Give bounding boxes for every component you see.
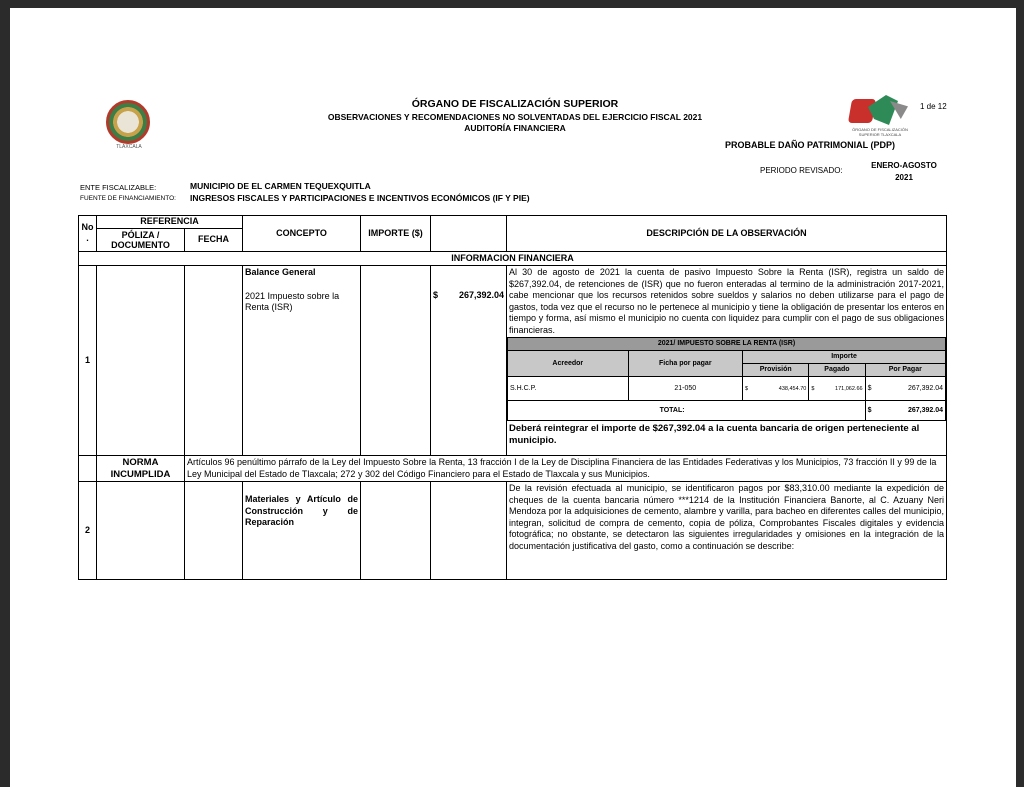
row2-fecha <box>185 482 243 580</box>
logo-caption: ÓRGANO DE FISCALIZACIÓN SUPERIOR TLAXCALA <box>852 127 908 137</box>
row1-importe-blank <box>361 266 431 456</box>
periodo-label: PERIODO REVISADO: <box>760 166 843 175</box>
col-blank-header <box>431 216 507 252</box>
col-referencia-header: REFERENCIA <box>97 216 243 229</box>
row1-descripcion <box>507 266 947 456</box>
fuente-label: FUENTE DE FINANCIAMIENTO: <box>80 195 176 202</box>
org-title: ÓRGANO DE FISCALIZACIÓN SUPERIOR <box>411 98 619 110</box>
fuente-value: INGRESOS FISCALES Y PARTICIPACIONES E INCENTIVOS ECONÓMICOS (IF Y PIE) <box>190 193 530 203</box>
seal-emblem-icon <box>106 100 150 144</box>
col-fecha-header: FECHA <box>185 228 243 251</box>
isr-total: 267,392.04 <box>907 406 944 414</box>
isr-h-por-pagar: Por Pagar <box>865 364 945 377</box>
isr-total-label: TOTAL: <box>508 401 866 421</box>
audit-type: AUDITORÍA FINANCIERA <box>464 123 566 133</box>
isr-subtable-title: 2021/ IMPUESTO SOBRE LA RENTA (ISR) <box>508 338 946 351</box>
row1-descripcion-text: Al 30 de agosto de 2021 la cuenta de pasivo Impuesto Sobre la Renta (ISR), registra un saldo de $267,392.04, de retenciones de (ISR) que no fueron enteradas al termino de la administración 2017-2021, cabe mencionar que los recursos retenidos sobre sueldos y salarios no deben utilizarse para el pago de gastos, toda vez que el recurso no le pertenece al municipio y tiene la obligación de presentar los enteros en tiempo y forma, así mismo el municipio no cuenta con liquidez para cumplir con el pago de sus obligaciones financieras. <box>509 267 945 335</box>
pdp-label: PROBABLE DAÑO PATRIMONIAL (PDP) <box>725 140 895 150</box>
row1-concepto-detail: 2021 Impuesto sobre la Renta (ISR) <box>245 290 340 312</box>
ofs-logo <box>846 95 914 139</box>
row1-concepto <box>243 266 361 456</box>
isr-provision-cell <box>743 377 809 401</box>
norma-no <box>79 456 97 482</box>
col-poliza-header: PÓLIZA / DOCUMENTO <box>97 228 185 251</box>
report-subtitle: OBSERVACIONES Y RECOMENDACIONES NO SOLVENTADAS DEL EJERCICIO FISCAL 2021 <box>327 112 703 122</box>
row1-importe-value: 267,392.04 <box>458 290 505 300</box>
col-importe-header: IMPORTE ($) <box>361 216 431 252</box>
page-number: 1 de 12 <box>920 102 947 111</box>
isr-total-cell <box>865 401 945 421</box>
row2-concepto: Materiales y Artículo de Construcción y de Reparación <box>243 482 361 580</box>
row1-importe <box>431 266 507 456</box>
row2-importe <box>431 482 507 580</box>
isr-pagado: 171,062.66 <box>835 385 863 392</box>
isr-provision-symbol: $ <box>745 385 749 392</box>
isr-h-importe: Importe <box>743 351 946 364</box>
isr-provision: 438,454.70 <box>778 385 807 392</box>
row1-importe-symbol: $ <box>433 290 439 300</box>
isr-por-pagar-symbol: $ <box>867 384 872 392</box>
isr-h-ficha: Ficha por pagar <box>628 351 743 377</box>
row2-importe-blank <box>361 482 431 580</box>
seal-caption: TLAXCALA <box>116 144 142 150</box>
periodo-line2: 2021 <box>895 173 913 182</box>
norma-text: Artículos 96 penúltimo párrafo de la Ley del Impuesto Sobre la Renta, 13 fracción I de la Ley de Disciplina Financiera de las Entidades Federativas y los Municipios, 73 fracción II y 99 de la Ley Municipal del Estado de Tlaxcala; 272 y 302 del Código Financiero para el Estado de Tlaxcala y sus Municipios. <box>185 456 947 482</box>
isr-h-pagado: Pagado <box>809 364 865 377</box>
isr-acreedor: S.H.C.P. <box>508 377 629 401</box>
isr-total-symbol: $ <box>867 406 872 414</box>
row1-poliza <box>97 266 185 456</box>
isr-pagado-cell <box>809 377 865 401</box>
row1-reintegro: Deberá reintegrar el importe de $267,392.04 a la cuenta bancaria de origen perteneciente al municipio. <box>509 423 920 446</box>
row2-descripcion: De la revisión efectuada al municipio, se identificaron pagos por $83,310.00 mediante la expedición de cheques de la cuenta bancaria número ***1214 de la Institución Financiera Banorte, al C. Azuany Neri Mendoza por la adquisiciones de cemento, alambre y varilla, para bacheo en diferentes calles del municipio, integran, solicitud de compra de cemento, copia de póliza, Comprobantes Fiscales digitales y evidencia fotográfica; no obstante, se detectaron las siguientes irregularidades y omisiones en la integración de la documentación justificativa del gasto, como a continuación se describe: <box>507 482 947 580</box>
periodo-value <box>862 160 946 184</box>
row2-poliza <box>97 482 185 580</box>
ente-value: MUNICIPIO DE EL CARMEN TEQUEXQUITLA <box>190 181 371 191</box>
isr-por-pagar: 267,392.04 <box>907 384 944 392</box>
observations-table <box>78 215 947 580</box>
ente-label: ENTE FISCALIZABLE: <box>80 183 157 192</box>
isr-pagado-symbol: $ <box>811 385 815 392</box>
periodo-line1: ENERO-AGOSTO <box>871 161 937 170</box>
isr-por-pagar-cell <box>865 377 945 401</box>
row1-fecha <box>185 266 243 456</box>
isr-subtable <box>507 337 946 421</box>
col-concepto-header: CONCEPTO <box>243 216 361 252</box>
row2-no: 2 <box>79 482 97 580</box>
tlaxcala-seal-logo <box>96 100 162 152</box>
row1-importe-amount <box>433 290 504 302</box>
row1-no: 1 <box>79 266 97 456</box>
norma-label: NORMA INCUMPLIDA <box>97 456 185 482</box>
col-no-header: No . <box>79 216 97 252</box>
row1-concepto-title: Balance General <box>245 267 316 277</box>
isr-ficha: 21-050 <box>628 377 743 401</box>
isr-h-acreedor: Acreedor <box>508 351 629 377</box>
col-descripcion-header: DESCRIPCIÓN DE LA OBSERVACIÓN <box>507 216 947 252</box>
isr-h-provision: Provisión <box>743 364 809 377</box>
section-informacion-financiera: INFORMACION FINANCIERA <box>79 251 947 266</box>
